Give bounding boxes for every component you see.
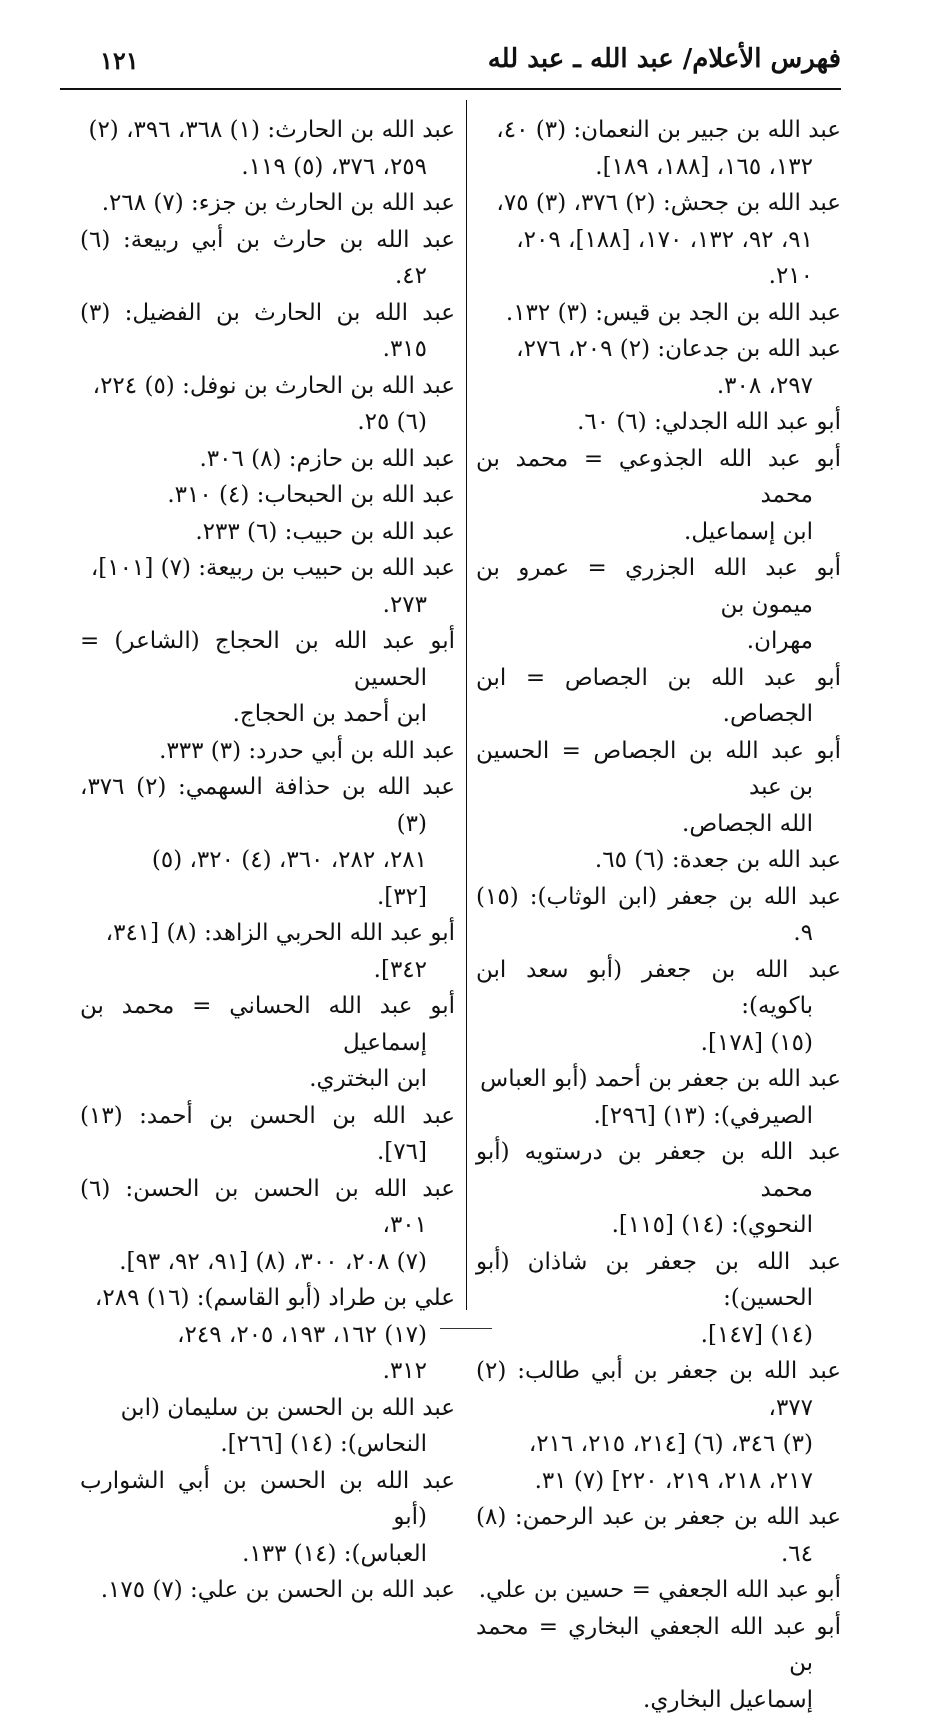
index-entry: أبو عبد الله بن الحجاج (الشاعر) = الحسين ابن أحمد بن الحجاج. bbox=[80, 623, 455, 733]
index-entry: عبد الله بن حبيب بن ربيعة: (٧) [١٠١]، ٢٧٣. bbox=[80, 550, 455, 623]
index-entry: علي بن طراد (أبو القاسم): (١٦) ٢٨٩، (١٧) ١٦٢، ١٩٣، ٢٠٥، ٢٤٩، ٣١٢. bbox=[80, 1280, 455, 1390]
index-entry: عبد الله بن الحسن بن أبي الشوارب (أبو العباس): (١٤) ١٣٣. bbox=[80, 1463, 455, 1573]
index-entry: أبو عبد الله الجزري = عمرو بن ميمون بن مهران. bbox=[476, 550, 841, 660]
running-title: فهرس الأعلام/ عبد الله ـ عبد لله bbox=[488, 44, 841, 74]
index-entry: عبد الله بن الحارث بن جزء: (٧) ٢٦٨. bbox=[80, 185, 455, 222]
index-entry: عبد الله بن جبير بن النعمان: (٣) ٤٠، ١٣٢، ١٦٥، [١٨٨، ١٨٩]. bbox=[476, 112, 841, 185]
index-entry: عبد الله بن جعدة: (٦) ٦٥. bbox=[476, 842, 841, 879]
index-entry: عبد الله بن الحارث بن نوفل: (٥) ٢٢٤، (٦) ٢٥. bbox=[80, 368, 455, 441]
index-entry: أبو عبد الله الجعفي = حسين بن علي. bbox=[476, 1572, 841, 1609]
index-entry: عبد الله بن جحش: (٢) ٣٧٦، (٣) ٧٥، ٩١، ٩٢، ١٣٢، ١٧٠، [١٨٨]، ٢٠٩، ٢١٠. bbox=[476, 185, 841, 295]
page-header bbox=[60, 38, 841, 90]
index-entry: عبد الله بن الحارث بن الفضيل: (٣) ٣١٥. bbox=[80, 295, 455, 368]
index-entry: عبد الله بن جعفر (أبو سعد ابن باكويه): (١٥) [١٧٨]. bbox=[476, 952, 841, 1062]
index-entry: أبو عبد الله الحربي الزاهد: (٨) [٣٤١، ٣٤٢]. bbox=[80, 915, 455, 988]
index-entry: عبد الله بن حبيب: (٦) ٢٣٣. bbox=[80, 514, 455, 551]
index-entry: عبد الله بن الحسن بن علي: (٧) ١٧٥. bbox=[80, 1572, 455, 1609]
index-entry: عبد الله بن الحارث: (١) ٣٦٨، ٣٩٦، (٢) ٢٥٩، ٣٧٦، (٥) ١١٩. bbox=[80, 112, 455, 185]
index-entry: عبد الله بن جعفر بن أبي طالب: (٢) ٣٧٧، (٣) ٣٤٦، (٦) [٢١٤، ٢١٥، ٢١٦، ٢١٧، ٢١٨، ٢١٩، ٢٢٠] (٧) ٣١. bbox=[476, 1353, 841, 1499]
index-entry: عبد الله بن جعفر بن درستويه (أبو محمد النحوي): (١٤) [١١٥]. bbox=[476, 1134, 841, 1244]
index-entry: عبد الله بن الحسن بن الحسن: (٦) ٣٠١، (٧) ٢٠٨، ٣٠٠، (٨) [٩١، ٩٢، ٩٣]. bbox=[80, 1171, 455, 1281]
index-entry: عبد الله بن جعفر بن أحمد (أبو العباس الصيرفي): (١٣) [٢٩٦]. bbox=[476, 1061, 841, 1134]
index-entry: أبو عبد الله الحساني = محمد بن إسماعيل ابن البختري. bbox=[80, 988, 455, 1098]
index-column-left bbox=[80, 112, 455, 1609]
index-column-right bbox=[476, 112, 841, 1718]
index-entry: عبد الله بن الحسن بن أحمد: (١٣) [٧٦]. bbox=[80, 1098, 455, 1171]
index-entry: أبو عبد الله الجعفي البخاري = محمد بن إسماعيل البخاري. bbox=[476, 1609, 841, 1718]
index-entry: عبد الله بن جعفر بن عبد الرحمن: (٨) ٦٤. bbox=[476, 1499, 841, 1572]
index-entry: عبد الله بن حازم: (٨) ٣٠٦. bbox=[80, 441, 455, 478]
page-number: ١٢١ bbox=[100, 46, 139, 75]
index-entry: أبو عبد الله بن الجصاص = الحسين بن عبد الله الجصاص. bbox=[476, 733, 841, 843]
index-entry: عبد الله بن حارث بن أبي ربيعة: (٦) ٤٢. bbox=[80, 222, 455, 295]
index-entry: عبد الله بن حذافة السهمي: (٢) ٣٧٦، (٣) ٢٨١، ٢٨٢، ٣٦٠، (٤) ٣٢٠، (٥) [٣٢]. bbox=[80, 769, 455, 915]
index-entry: أبو عبد الله الجذوعي = محمد بن محمد ابن إسماعيل. bbox=[476, 441, 841, 551]
column-divider bbox=[466, 100, 467, 1310]
index-entry: عبد الله بن الحبحاب: (٤) ٣١٠. bbox=[80, 477, 455, 514]
index-entry: عبد الله بن الحسن بن سليمان (ابن النحاس): (١٤) [٢٦٦]. bbox=[80, 1390, 455, 1463]
index-entry: أبو عبد الله بن الجصاص = ابن الجصاص. bbox=[476, 660, 841, 733]
index-entry: عبد الله بن جعفر (ابن الوثاب): (١٥) ٩. bbox=[476, 879, 841, 952]
index-entry: عبد الله بن أبي حدرد: (٣) ٣٣٣. bbox=[80, 733, 455, 770]
index-entry: عبد الله بن جعفر بن شاذان (أبو الحسين): (١٤) [١٤٧]. bbox=[476, 1244, 841, 1354]
index-entry: عبد الله بن الجد بن قيس: (٣) ١٣٢. bbox=[476, 295, 841, 332]
index-entry: عبد الله بن جدعان: (٢) ٢٠٩، ٢٧٦، ٢٩٧، ٣٠٨. bbox=[476, 331, 841, 404]
index-entry: أبو عبد الله الجدلي: (٦) ٦٠. bbox=[476, 404, 841, 441]
footer-rule bbox=[440, 1328, 492, 1329]
